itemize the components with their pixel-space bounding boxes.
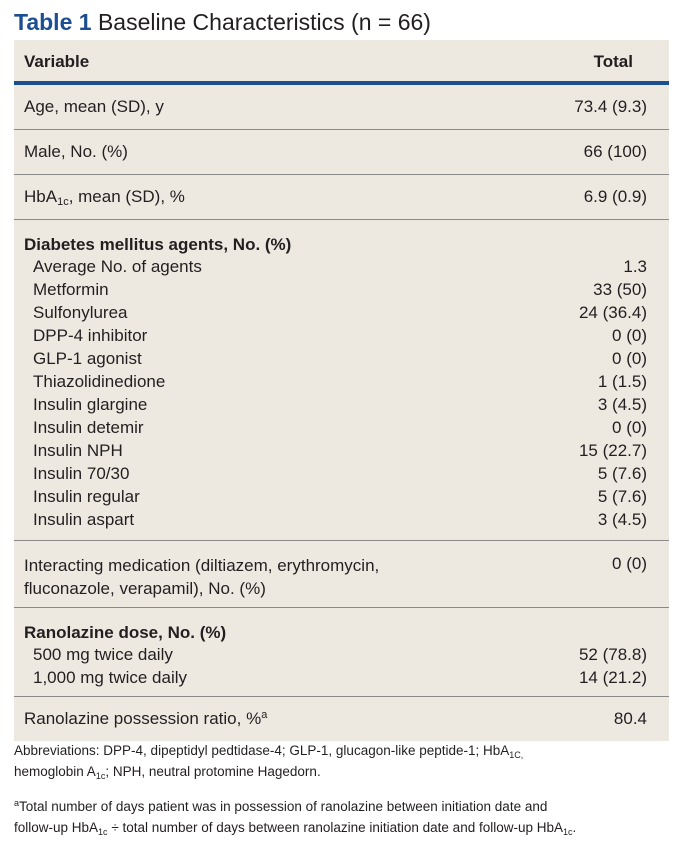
group-heading: Ranolazine dose, No. (%) (24, 623, 227, 642)
list-item: Metformin 33 (50) (33, 280, 647, 299)
list-item: Sulfonylurea 24 (36.4) (33, 303, 647, 322)
list-item: DPP-4 inhibitor 0 (0) (33, 326, 647, 345)
list-item: Insulin NPH 15 (22.7) (33, 441, 647, 460)
table-row-age (14, 85, 669, 130)
footnote: $^a$Total number of days patient was in possession of ranolazine between initiation date and follow-up HbA$_{1c}$ ÷ total number of days between ranolazine initiation date and follow-up HbA$_{1c}$. (14, 798, 577, 837)
table-header (14, 40, 669, 85)
table-title (14, 8, 431, 36)
ranolazine-dose-group (14, 608, 669, 697)
table-row-interacting (14, 541, 669, 608)
group-heading: Diabetes mellitus agents, No. (%) (24, 235, 292, 254)
abbreviations-note: Abbreviations: DPP-4, dipeptidyl pedtidase-4; GLP-1, glucagon-like peptide-1; HbA$_{1C,}$ hemoglobin $A_{1c}$; NPH, neutral protomine Hagedorn. (14, 743, 524, 781)
table-row-hba1c (14, 175, 669, 220)
diabetes-agents-group (14, 220, 669, 541)
header-total: Total (593, 52, 633, 71)
header-variable: Variable (24, 52, 90, 71)
list-item: Insulin detemir 0 (0) (33, 418, 647, 437)
row-value: 0 (0) (612, 554, 647, 573)
table-caption: Baseline Characteristics (n = 66) (97, 9, 431, 35)
list-item: Thiazolidinedione 1 (1.5) (33, 372, 647, 391)
table-row-possession (14, 697, 669, 741)
list-item: 1,000 mg twice daily 14 (21.2) (33, 668, 647, 687)
list-item: Insulin glargine 3 (4.5) (33, 395, 647, 414)
row-label: Age, mean (SD), y (24, 97, 164, 116)
list-item: Insulin 70/30 5 (7.6) (33, 464, 647, 483)
row-value: 66 (100) (583, 142, 647, 161)
row-label: Ranolazine possession ratio, %$^a$ (24, 709, 268, 728)
list-item: Average No. of agents 1.3 (33, 257, 647, 276)
table-number: Table 1 (14, 9, 92, 35)
row-value: 80.4 (613, 709, 647, 728)
list-item: Insulin aspart 3 (4.5) (33, 510, 647, 529)
list-item: Insulin regular 5 (7.6) (33, 487, 647, 506)
list-item: 500 mg twice daily 52 (78.8) (33, 645, 647, 664)
list-item: GLP-1 agonist 0 (0) (33, 349, 647, 368)
row-label: Interacting medication (diltiazem, erythromycin, fluconazole, verapamil), No. (%) (24, 556, 380, 598)
row-label: Male, No. (%) (24, 142, 128, 161)
baseline-table (14, 40, 669, 741)
row-value: 73.4 (9.3) (574, 97, 647, 116)
row-label: HbA1c, mean (SD), % (24, 187, 185, 208)
row-value: 6.9 (0.9) (583, 187, 647, 206)
table-row-male (14, 130, 669, 175)
